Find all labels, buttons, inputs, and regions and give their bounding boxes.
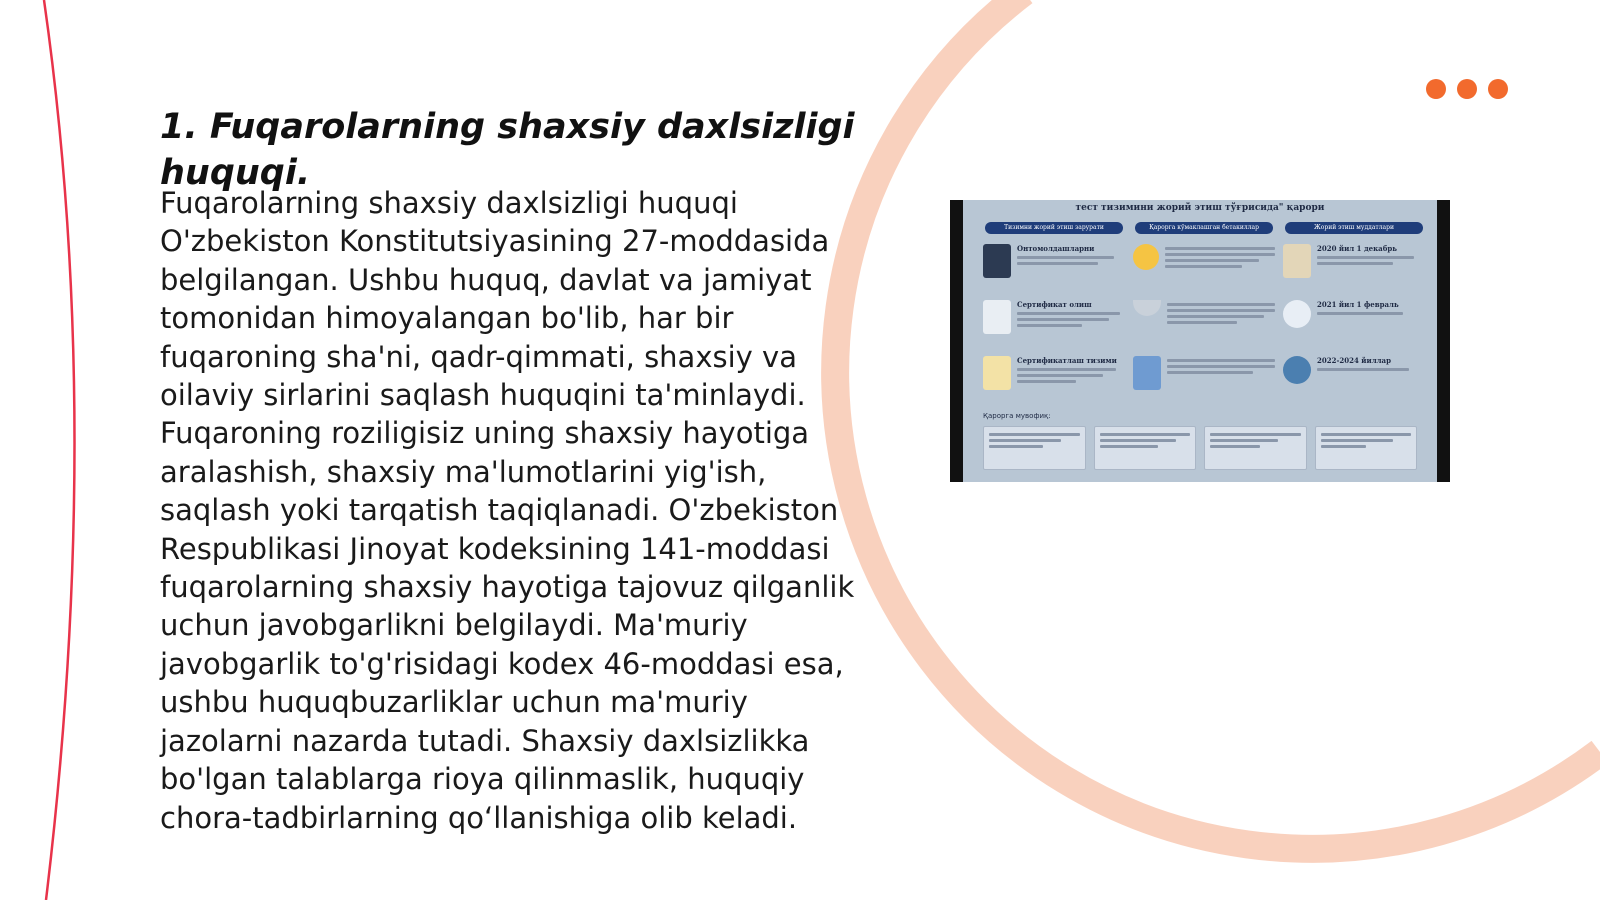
item-label: Сертификат олиш bbox=[1017, 300, 1092, 309]
item-label: Онтомолдашларни bbox=[1017, 244, 1095, 253]
infographic-item bbox=[1283, 356, 1425, 412]
info-card bbox=[1204, 426, 1307, 470]
column-header: Тизимни жорий этиш зарурати bbox=[985, 222, 1123, 234]
infographic-item bbox=[1133, 300, 1275, 356]
infographic-title: тест тизимини жорий этиш тўғрисида" қарори bbox=[1075, 203, 1325, 213]
info-card bbox=[1094, 426, 1197, 470]
infographic-item bbox=[983, 356, 1125, 412]
building-icon bbox=[1133, 356, 1161, 390]
document-icon bbox=[983, 300, 1011, 334]
infographic-cards bbox=[983, 426, 1417, 470]
certificate-icon bbox=[983, 356, 1011, 390]
dot-icon bbox=[1426, 79, 1446, 99]
infographic-item bbox=[983, 300, 1125, 356]
column-header: Жорий этиш муддатлари bbox=[1285, 222, 1423, 234]
infographic-item bbox=[1283, 300, 1425, 356]
flask-icon bbox=[1283, 300, 1311, 328]
info-card bbox=[983, 426, 1086, 470]
dot-icon bbox=[1488, 79, 1508, 99]
infographic-item bbox=[1133, 244, 1275, 300]
book-icon bbox=[1283, 244, 1311, 278]
item-label: 2020 йил 1 декабрь bbox=[1317, 244, 1398, 253]
infographic-footer-label: Қарорга мувофиқ: bbox=[983, 412, 1051, 420]
left-curve-line bbox=[44, 0, 75, 900]
menu-dots bbox=[1426, 79, 1508, 99]
infographic-column bbox=[1283, 222, 1425, 432]
infographic-column bbox=[1133, 222, 1275, 432]
lightbulb-icon bbox=[1133, 244, 1159, 270]
slide-title: 1. Fuqarolarning shaxsiy daxlsizligi huquqi. bbox=[160, 107, 855, 193]
infographic-item bbox=[983, 244, 1125, 300]
globe-icon bbox=[1283, 356, 1311, 384]
infographic-item bbox=[1283, 244, 1425, 300]
graduate-icon bbox=[983, 244, 1011, 278]
infographic-column bbox=[983, 222, 1125, 432]
item-label: Сертификатлаш тизими bbox=[1017, 356, 1117, 365]
column-header: Қарорга кўмаклашган бетакиллар bbox=[1135, 222, 1273, 234]
slide-body-text: Fuqarolarning shaxsiy daxlsizligi huquqi O'zbekiston Konstitutsiyasining 27-moddasida belgilangan. Ushbu huquq, davlat va jamiyat tomonidan himoyalangan bo'lib, har bir fuqaroning sha'ni, qadr-qimmati, shaxsiy va oilaviy sirlarini saqlash huquqini ta'minlaydi. Fuqaroning roziligisiz uning shaxsiy hayotiga aralashish, shaxsiy ma'lumotlarini yig'ish, saqlash yoki tarqatish taqiqlanadi. O'zbekiston Respublikasi Jinoyat kodeksining 141-moddasi fuqarolarning shaxsiy hayotiga tajovuz qilganlik uchun javobgarlikni belgilaydi. Ma'muriy javobgarlik to'g'risidagi kodex 46-moddasi esa, ushbu huquqbuzarliklar uchun ma'muriy jazolarni nazarda tutadi. Shaxsiy daxlsizlikka bo'lgan talablarga rioya qilinmaslik, huquqiy chora-tadbirlarning qo‘llanishiga olib keladi. bbox=[160, 186, 855, 835]
dot-icon bbox=[1457, 79, 1477, 99]
infographic-image bbox=[950, 200, 1450, 482]
info-card bbox=[1315, 426, 1418, 470]
bowl-icon bbox=[1133, 300, 1161, 316]
item-label: 2022-2024 йиллар bbox=[1317, 356, 1391, 365]
infographic-item bbox=[1133, 356, 1275, 412]
item-label: 2021 йил 1 февраль bbox=[1317, 300, 1399, 309]
